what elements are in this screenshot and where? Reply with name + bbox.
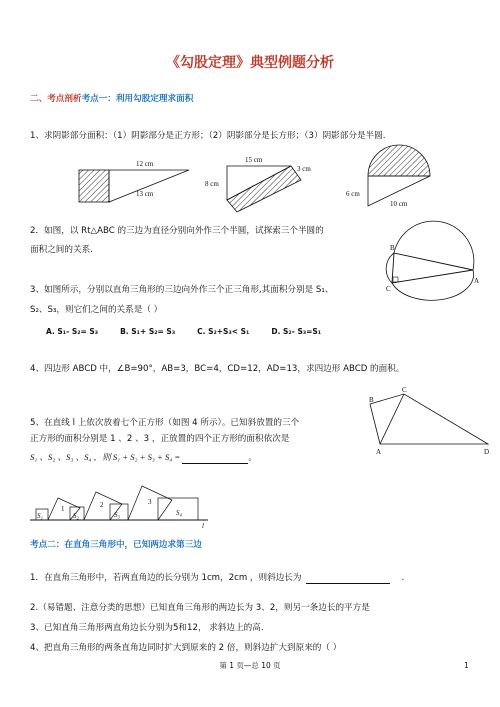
- question-3-line-2: S₂、S₃，则它们之间的关系是（ ）: [30, 305, 163, 315]
- section-heading: 二、考点剖析: [30, 94, 82, 104]
- label-b: B: [390, 244, 395, 252]
- option-a: A. S₁- S₂= S₃: [46, 327, 99, 336]
- question-5-line-1: 5、在直线 l 上依次放着七个正方形（如图 4 所示）。已知斜放置的三个: [30, 418, 300, 428]
- option-c: C. S₂+S₃< S₁: [197, 327, 250, 336]
- label-13cm: 13 cm: [136, 190, 154, 198]
- point-2-question-3: 3、已知直角三角形两直角边长分别为5和12， 求斜边上的高.: [30, 623, 264, 633]
- label-15cm: 15 cm: [245, 156, 263, 164]
- figure-three-semicircles: [376, 225, 482, 317]
- label-s4: S₄: [176, 509, 182, 517]
- label-3cm: 3 cm: [297, 165, 311, 173]
- label-c: C: [386, 285, 391, 293]
- label-c: C: [402, 386, 407, 394]
- page-title: 《勾股定理》典型例题分析: [166, 55, 334, 71]
- question-2-line-1: 2．如图，以 Rt△ABC 的三边为直径分别向外作三个半圆，试探索三个半圆的: [30, 226, 324, 236]
- section-header: [30, 94, 193, 105]
- label-b: B: [369, 396, 374, 404]
- question-2-line-2: 面积之间的关系.: [30, 245, 93, 255]
- point-2-question-1: [30, 573, 404, 584]
- point-2-question-2: 2.（易错题、注意分类的思想）已知直角三角形的两边长为 3、2，则另一条边长的平方是: [30, 603, 370, 613]
- question-3-line-1: 3、如图所示，分别以直角三角形的三边向外作三个正三角形,其面积分别是 S₁、: [30, 285, 334, 295]
- label-d: D: [484, 448, 490, 456]
- shaded-rectangle: [227, 166, 301, 212]
- label-10cm: 10 cm: [390, 200, 408, 208]
- page-footer: 第 1 页—总 10 页: [219, 661, 281, 670]
- question-5-end: 。: [248, 453, 257, 463]
- right-angle-mark: [393, 277, 398, 282]
- answer-blank: [182, 453, 248, 464]
- diagonal-ac: [380, 394, 404, 444]
- point-2-question-1-text: 1．在直角三角形中，若两直角边的长分别为 1cm，2cm ，则斜边长为: [30, 573, 302, 583]
- shaded-square: [79, 170, 109, 202]
- label-s2: S₂: [73, 512, 79, 520]
- key-point-2: 考点二：在直角三角形中，已知两边求第三边: [30, 540, 202, 550]
- label-s1: S₁: [37, 512, 43, 520]
- label-8cm: 8 cm: [205, 180, 219, 188]
- question-5-line-3: [30, 452, 257, 464]
- page-number: 1: [464, 661, 469, 670]
- label-1: 1: [61, 505, 65, 513]
- question-5-expression: S₁ 、S₂ 、S₃ 、S₄ ，则 S₁ + S₂ + S₃ + S₄ =: [30, 452, 183, 462]
- semicircle-ab: [394, 221, 474, 270]
- question-1: 1、求阴影部分面积：（1）阴影部分是正方形；（2）阴影部分是长方形；（3）阴影部分是半圆.: [30, 131, 386, 141]
- semicircle-ac: [392, 270, 474, 300]
- figure-quadrilateral-abcd: [370, 384, 492, 458]
- label-a: A: [474, 277, 480, 285]
- answer-blank: [306, 573, 390, 584]
- question-3-options: [46, 326, 343, 338]
- label-l: l: [202, 522, 204, 530]
- figure-seven-squares: [30, 478, 216, 528]
- label-2: 2: [100, 501, 104, 509]
- question-4: 4、四边形 ABCD 中，∠B=90°，AB=3，BC=4，CD=12，AD=13，求四边形 ABCD 的面积。: [30, 364, 405, 374]
- figure-rectangle-triangle: [205, 154, 320, 214]
- label-a: A: [376, 448, 382, 456]
- option-d: D. S₂- S₃=S₁: [271, 327, 322, 336]
- shaded-semicircle: [368, 145, 430, 176]
- point-2-question-4: 4、把直角三角形的两条直角边同时扩大到原来的 2 倍，则斜边扩大到原来的（ ）: [30, 643, 342, 653]
- question-5-line-2: 正方形的面积分别是 1 、2 、3 ，正放置的四个正方形的面积依次是: [30, 434, 290, 444]
- label-3: 3: [148, 498, 152, 506]
- label-s3: S₃: [114, 511, 120, 519]
- label-6cm: 6 cm: [346, 190, 360, 198]
- point-2-question-1-end: .: [401, 573, 405, 583]
- option-b: B. S₁+ S₂= S₃: [120, 327, 176, 336]
- label-12cm: 12 cm: [136, 160, 154, 168]
- triangle-abc: [392, 253, 473, 283]
- figure-semicircle-triangle: [340, 140, 450, 216]
- quadrilateral: [370, 394, 488, 444]
- figure-square-triangle: [74, 156, 194, 206]
- key-point-1: 考点一：利用勾股定理求面积: [81, 94, 194, 104]
